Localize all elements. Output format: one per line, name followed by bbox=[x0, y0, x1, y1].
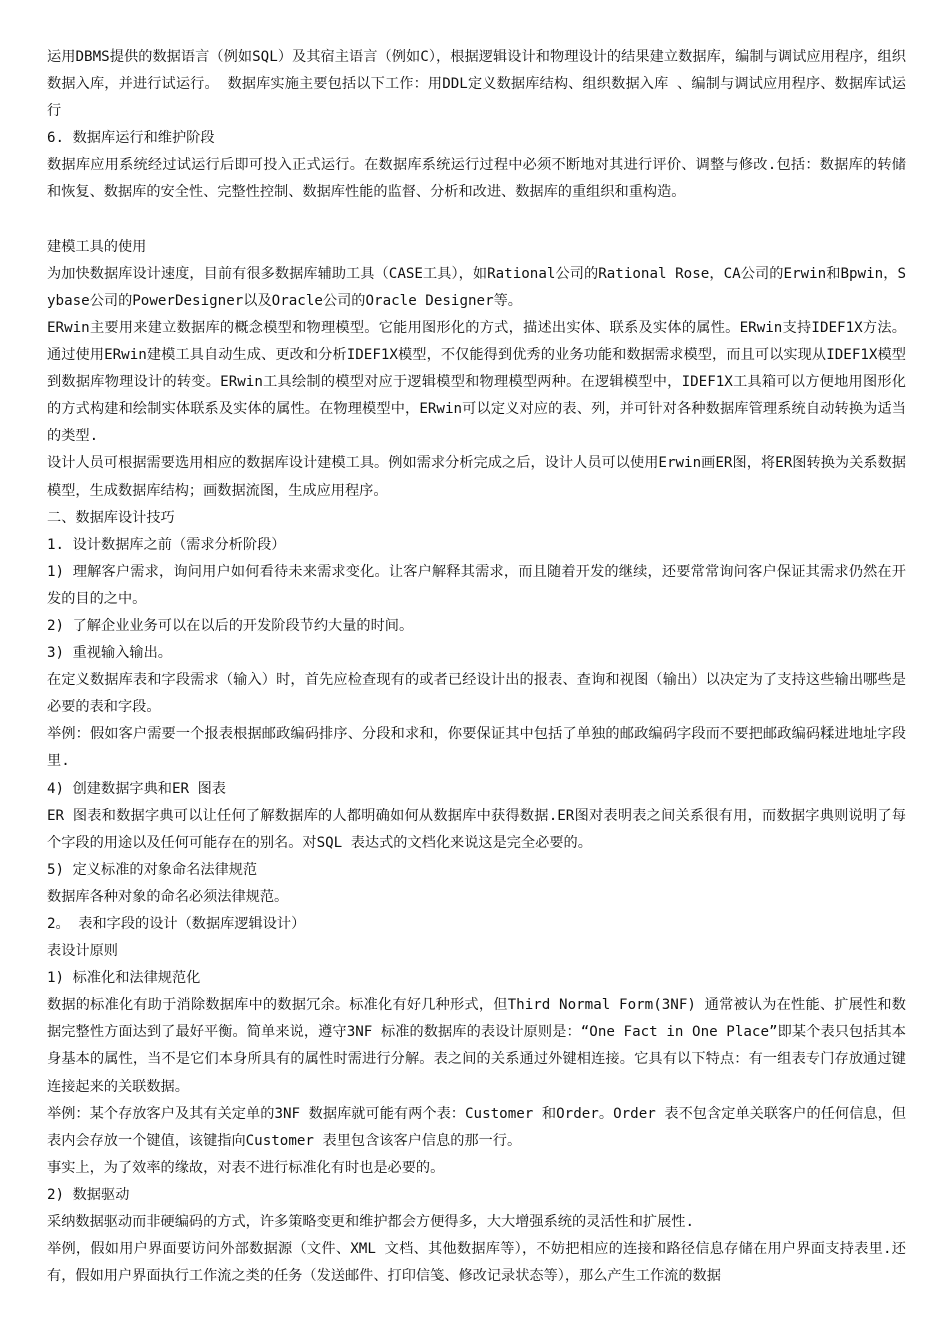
paragraph-normalization-title: 1) 标准化和法律规范化 bbox=[47, 970, 201, 987]
paragraph-implementation: 运用DBMS提供的数据语言（例如SQL）及其宿主语言（例如C），根据逻辑设计和物理设计的结果建立数据库，编制与调试应用程序，组织数据入库，并进行试运行。 数据库实施主要包括以下工作：用DDL定义数据库结构、组织数据入库 、编制与调试应用程序、数据库试运行 bbox=[47, 49, 906, 120]
heading-design-tips: 二、数据库设计技巧 bbox=[47, 509, 175, 526]
paragraph-io: 在定义数据库表和字段需求（输入）时，首先应检查现有的或者已经设计出的报表、查询和视图（输出）以决定为了支持这些输出哪些是必要的表和字段。 bbox=[47, 672, 906, 716]
paragraph-maintenance: 数据库应用系统经过试运行后即可投入正式运行。在数据库系统运行过程中必须不断地对其进行评价、调整与修改.包括：数据库的转储和恢复、数据库的安全性、完整性控制、数据库性能的监督、分析和改进、数据库的重组织和重构造。 bbox=[47, 157, 906, 201]
paragraph-er-diagram: ER 图表和数据字典可以让任何了解数据库的人都明确如何从数据库中获得数据.ER图对表明表之间关系很有用，而数据字典则说明了每个字段的用途以及任何可能存在的别名。对SQL 表达式的文档化来说这是完全必要的。 bbox=[47, 807, 906, 851]
paragraph-denormalize: 事实上，为了效率的缘故，对表不进行标准化有时也是必要的。 bbox=[47, 1159, 445, 1176]
paragraph-data-driven-title: 2) 数据驱动 bbox=[47, 1186, 130, 1203]
paragraph-example-customer: 举例：某个存放客户及其有关定单的3NF 数据库就可能有两个表：Customer 和Order。Order 表不包含定单关联客户的任何信息，但表内会存放一个键值，该键指向Customer 表里包含该客户信息的那一行。 bbox=[47, 1105, 906, 1149]
heading-maintenance-stage: 6. 数据库运行和维护阶段 bbox=[47, 130, 215, 147]
paragraph-tip-2: 2) 了解企业业务可以在以后的开发阶段节约大量的时间。 bbox=[47, 617, 414, 634]
paragraph-naming: 数据库各种对象的命名必须法律规范。 bbox=[47, 888, 289, 905]
paragraph-data-driven: 采纳数据驱动而非硬编码的方式，许多策略变更和维护都会方便得多，大大增强系统的灵活性和扩展性. bbox=[47, 1214, 694, 1231]
heading-modeling-tools: 建模工具的使用 bbox=[47, 238, 147, 255]
blank-line bbox=[47, 207, 906, 234]
heading-table-field-design: 2。 表和字段的设计（数据库逻辑设计） bbox=[47, 916, 306, 932]
paragraph-example-external: 举例，假如用户界面要访问外部数据源（文件、XML 文档、其他数据库等），不妨把相应的连接和路径信息存储在用户界面支持表里.还有，假如用户界面执行工作流之类的任务（发送邮件、打印信笺、修改记录状态等），那么产生工作流的数据 bbox=[47, 1241, 906, 1285]
paragraph-tip-1: 1) 理解客户需求，询问用户如何看待未来需求变化。让客户解释其需求，而且随着开发的继续，还要常常询问客户保证其需求仍然在开发的目的之中。 bbox=[47, 563, 906, 607]
paragraph-case-tools: 为加快数据库设计速度，目前有很多数据库辅助工具（CASE工具），如Rational公司的Rational Rose，CA公司的Erwin和Bpwin，Sybase公司的PowerDesigner以及Oracle公司的Oracle Designer等。 bbox=[47, 265, 906, 309]
heading-before-design: 1. 设计数据库之前（需求分析阶段） bbox=[47, 536, 286, 553]
paragraph-tip-5: 5) 定义标准的对象命名法律规范 bbox=[47, 861, 258, 878]
paragraph-tip-3: 3) 重视输入输出。 bbox=[47, 645, 172, 662]
paragraph-example-zip: 举例：假如客户需要一个报表根据邮政编码排序、分段和求和，你要保证其中包括了单独的邮政编码字段而不要把邮政编码糅进地址字段里. bbox=[47, 726, 906, 770]
paragraph-erwin: ERwin主要用来建立数据库的概念模型和物理模型。它能用图形化的方式，描述出实体、联系及实体的属性。ERwin支持IDEF1X方法。通过使用ERwin建模工具自动生成、更改和分析IDEF1X模型，不仅能得到优秀的业务功能和数据需求模型，而且可以实现从IDEF1X模型到数据库物理设计的转变。ERwin工具绘制的模型对应于逻辑模型和物理模型两种。在逻辑模型中，IDEF1X工具箱可以方便地用图形化的方式构建和绘制实体联系及实体的属性。在物理模型中，ERwin可以定义对应的表、列，并可针对各种数据库管理系统自动转换为适当的类型. bbox=[47, 319, 906, 445]
paragraph-normalization: 数据的标准化有助于消除数据库中的数据冗余。标准化有好几种形式，但Third Normal Form(3NF) 通常被认为在性能、扩展性和数据完整性方面达到了最好平衡。简单来说，遵守3NF 标准的数据库的表设计原则是：“One Fact in One Place”即某个表只包括其本身基本的属性，当不是它们本身所具有的属性时需进行分解。表之间的关系通过外键相连接。它具有以下特点：有一组表专门存放通过键连接起来的关联数据。 bbox=[47, 997, 906, 1095]
paragraph-tip-4: 4) 创建数据字典和ER 图表 bbox=[47, 780, 226, 797]
paragraph-designer-tools: 设计人员可根据需要选用相应的数据库设计建模工具。例如需求分析完成之后，设计人员可以使用Erwin画ER图，将ER图转换为关系数据模型，生成数据库结构；画数据流图，生成应用程序。 bbox=[47, 455, 906, 499]
heading-table-principles: 表设计原则 bbox=[47, 943, 118, 960]
